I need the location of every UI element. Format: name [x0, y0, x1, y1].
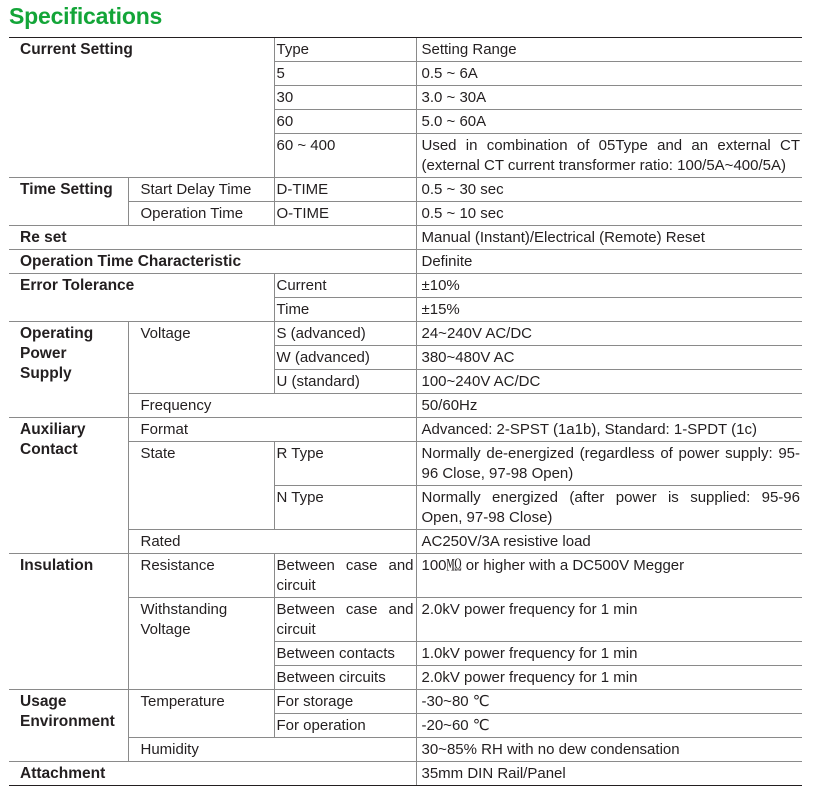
operation-time-value: 0.5 ~ 10 sec — [416, 202, 802, 226]
r-type-value: Normally de-energized (regardless of power supply: 95-96 Close, 97-98 Open) — [416, 442, 802, 486]
start-delay-time-label: Start Delay Time — [128, 178, 274, 202]
rated-label: Rated — [128, 530, 416, 554]
table-row — [9, 530, 802, 554]
type-header: Type — [274, 38, 416, 62]
withstanding-condition: Between case and circuit — [274, 598, 416, 642]
attachment-label: Attachment — [9, 762, 416, 786]
temperature-label: Temperature — [128, 690, 274, 738]
label-line: Contact — [20, 441, 78, 458]
label-line: Auxiliary — [20, 421, 86, 438]
label-line: Voltage — [140, 621, 191, 638]
table-row — [9, 38, 802, 62]
storage-label: For storage — [274, 690, 416, 714]
insulation-label: Insulation — [9, 554, 128, 690]
o-time-code: O-TIME — [274, 202, 416, 226]
table-row — [9, 202, 802, 226]
current-setting-label: Current Setting — [9, 38, 274, 178]
n-type-label: N Type — [274, 486, 416, 530]
operation-time-label: Operation Time — [128, 202, 274, 226]
humidity-value: 30~85% RH with no dew condensation — [416, 738, 802, 762]
table-row — [9, 226, 802, 250]
current-range-cell: 0.5 ~ 6A — [416, 62, 802, 86]
current-type-cell: 60 — [274, 110, 416, 134]
withstanding-voltage-label — [128, 598, 274, 690]
page-title: Specifications — [9, 3, 163, 29]
tolerance-time-value: ±15% — [416, 298, 802, 322]
d-time-code: D-TIME — [274, 178, 416, 202]
specifications-table — [9, 37, 802, 786]
rated-value: AC250V/3A resistive load — [416, 530, 802, 554]
table-row — [9, 554, 802, 598]
table-row — [9, 690, 802, 714]
table-row — [9, 394, 802, 418]
format-label: Format — [128, 418, 416, 442]
operation-time-characteristic-value: Definite — [416, 250, 802, 274]
table-row — [9, 418, 802, 442]
label-line: Power — [20, 345, 67, 362]
format-value: Advanced: 2-SPST (1a1b), Standard: 1-SPDT (1c) — [416, 418, 802, 442]
usage-environment-label — [9, 690, 128, 762]
current-range-cell: 5.0 ~ 60A — [416, 110, 802, 134]
current-range-cell: 3.0 ~ 30A — [416, 86, 802, 110]
table-row — [9, 322, 802, 346]
table-row — [9, 178, 802, 202]
table-row — [9, 250, 802, 274]
voltage-type: W (advanced) — [274, 346, 416, 370]
time-setting-label: Time Setting — [9, 178, 128, 226]
label-line: Withstanding — [140, 601, 228, 618]
voltage-type: U (standard) — [274, 370, 416, 394]
withstanding-value: 2.0kV power frequency for 1 min — [416, 666, 802, 690]
auxiliary-contact-label — [9, 418, 128, 554]
withstanding-value: 2.0kV power frequency for 1 min — [416, 598, 802, 642]
current-type-cell: 30 — [274, 86, 416, 110]
voltage-type: S (advanced) — [274, 322, 416, 346]
current-range-cell: Used in combination of 05Type and an external CT (external CT current transformer ratio: 100/5A~400/5A) — [416, 134, 802, 178]
operation-value: -20~60 ℃ — [416, 714, 802, 738]
r-type-label: R Type — [274, 442, 416, 486]
reset-label: Re set — [9, 226, 416, 250]
label-line: Environment — [20, 713, 115, 730]
tolerance-current-label: Current — [274, 274, 416, 298]
current-type-cell: 5 — [274, 62, 416, 86]
n-type-value: Normally energized (after power is supplied: 95-96 Open, 97-98 Close) — [416, 486, 802, 530]
label-line: Operating — [20, 325, 94, 342]
operation-label: For operation — [274, 714, 416, 738]
table-row — [9, 762, 802, 786]
withstanding-value: 1.0kV power frequency for 1 min — [416, 642, 802, 666]
humidity-label: Humidity — [128, 738, 416, 762]
resistance-label: Resistance — [128, 554, 274, 598]
voltage-value: 24~240V AC/DC — [416, 322, 802, 346]
setting-range-header: Setting Range — [416, 38, 802, 62]
label-line: Supply — [20, 365, 72, 382]
withstanding-condition: Between contacts — [274, 642, 416, 666]
table-row — [9, 274, 802, 298]
error-tolerance-label: Error Tolerance — [9, 274, 274, 322]
frequency-label: Frequency — [128, 394, 416, 418]
current-type-cell: 60 ~ 400 — [274, 134, 416, 178]
tolerance-time-label: Time — [274, 298, 416, 322]
start-delay-time-value: 0.5 ~ 30 sec — [416, 178, 802, 202]
table-row — [9, 442, 802, 486]
table-row — [9, 598, 802, 642]
resistance-condition: Between case and circuit — [274, 554, 416, 598]
attachment-value: 35mm DIN Rail/Panel — [416, 762, 802, 786]
voltage-label: Voltage — [128, 322, 274, 394]
table-row — [9, 738, 802, 762]
operating-power-supply-label — [9, 322, 128, 418]
voltage-value: 380~480V AC — [416, 346, 802, 370]
label-line: Usage — [20, 693, 67, 710]
resistance-value: 100㏁ or higher with a DC500V Megger — [416, 554, 802, 598]
withstanding-condition: Between circuits — [274, 666, 416, 690]
voltage-value: 100~240V AC/DC — [416, 370, 802, 394]
reset-value: Manual (Instant)/Electrical (Remote) Reset — [416, 226, 802, 250]
operation-time-characteristic-label: Operation Time Characteristic — [9, 250, 416, 274]
frequency-value: 50/60Hz — [416, 394, 802, 418]
tolerance-current-value: ±10% — [416, 274, 802, 298]
storage-value: -30~80 ℃ — [416, 690, 802, 714]
state-label: State — [128, 442, 274, 530]
